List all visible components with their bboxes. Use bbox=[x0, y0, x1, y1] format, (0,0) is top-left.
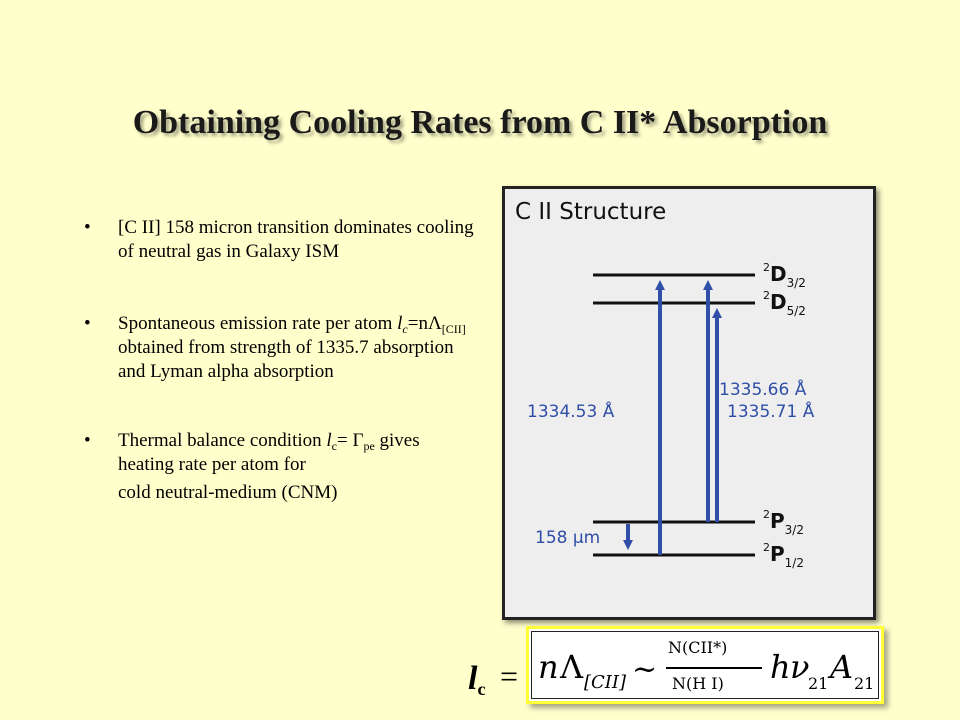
transition-label-1335-71: 1335.71 Å bbox=[727, 402, 815, 422]
bullet-text: obtained from strength of 1335.7 absorption and Lyman alpha absorption bbox=[118, 337, 454, 382]
formula-numerator: N(CII*) bbox=[668, 638, 728, 657]
transition-label-1334: 1334.53 Å bbox=[527, 402, 615, 422]
symbol-lambda: Λ bbox=[427, 313, 442, 334]
bullet-text: Thermal balance condition bbox=[118, 430, 327, 451]
formula-a-sub: 21 bbox=[854, 674, 875, 693]
symbol-pe: pe bbox=[363, 439, 375, 453]
level-label-d32: $^2D_{3/2}$ bbox=[763, 261, 806, 290]
formula-cii: [CII] bbox=[584, 672, 627, 693]
cooling-rate-formula bbox=[526, 626, 884, 704]
bullet-list bbox=[84, 216, 474, 505]
level-label-p12: $^2P_{1/2}$ bbox=[763, 541, 804, 570]
level-label-d52: $^2D_{5/2}$ bbox=[763, 289, 806, 318]
formula-nu: ν bbox=[790, 648, 810, 686]
formula-h: h bbox=[770, 648, 791, 686]
transition-label-158um: 158 µm bbox=[535, 528, 601, 548]
bullet-item-cooling bbox=[84, 216, 474, 264]
formula-equals: = bbox=[500, 658, 519, 694]
symbol-eq: =n bbox=[407, 313, 428, 334]
bullet-text: cold neutral-medium (CNM) bbox=[118, 482, 338, 503]
slide-title: Obtaining Cooling Rates from C II* Absorption bbox=[132, 104, 828, 141]
bullet-text: gives heating rate per atom for bbox=[118, 430, 420, 475]
formula-a: A bbox=[830, 648, 854, 686]
symbol-l: l bbox=[326, 430, 332, 451]
bullet-text: [C II] 158 micron transition dominates cooling of neutral gas in Galaxy ISM bbox=[118, 217, 474, 262]
level-label-p32: $^2P_{3/2}$ bbox=[763, 508, 804, 537]
formula-lambda: Λ bbox=[560, 648, 584, 686]
formula-lhs: $l_c$ bbox=[468, 660, 486, 699]
formula-n: n bbox=[538, 648, 559, 686]
symbol-cii: [CII] bbox=[441, 322, 466, 336]
symbol-eq: = bbox=[337, 430, 353, 451]
symbol-gamma: Γ bbox=[352, 430, 364, 451]
diagram-title: C II Structure bbox=[515, 199, 667, 225]
formula-fraction-bar bbox=[666, 667, 762, 669]
bullet-text: Spontaneous emission rate per atom bbox=[118, 313, 398, 334]
cii-structure-diagram bbox=[502, 186, 876, 620]
formula-denominator: N(H I) bbox=[672, 674, 724, 693]
symbol-c: c bbox=[402, 322, 408, 336]
formula-sim: ~ bbox=[632, 652, 658, 687]
bullet-item-emission-rate bbox=[84, 312, 474, 384]
symbol-l: l bbox=[397, 313, 403, 334]
bullet-item-thermal-balance bbox=[84, 429, 474, 505]
transition-label-1335-66: 1335.66 Å bbox=[719, 380, 807, 400]
symbol-c: c bbox=[331, 439, 337, 453]
formula-nu-sub: 21 bbox=[808, 674, 829, 693]
